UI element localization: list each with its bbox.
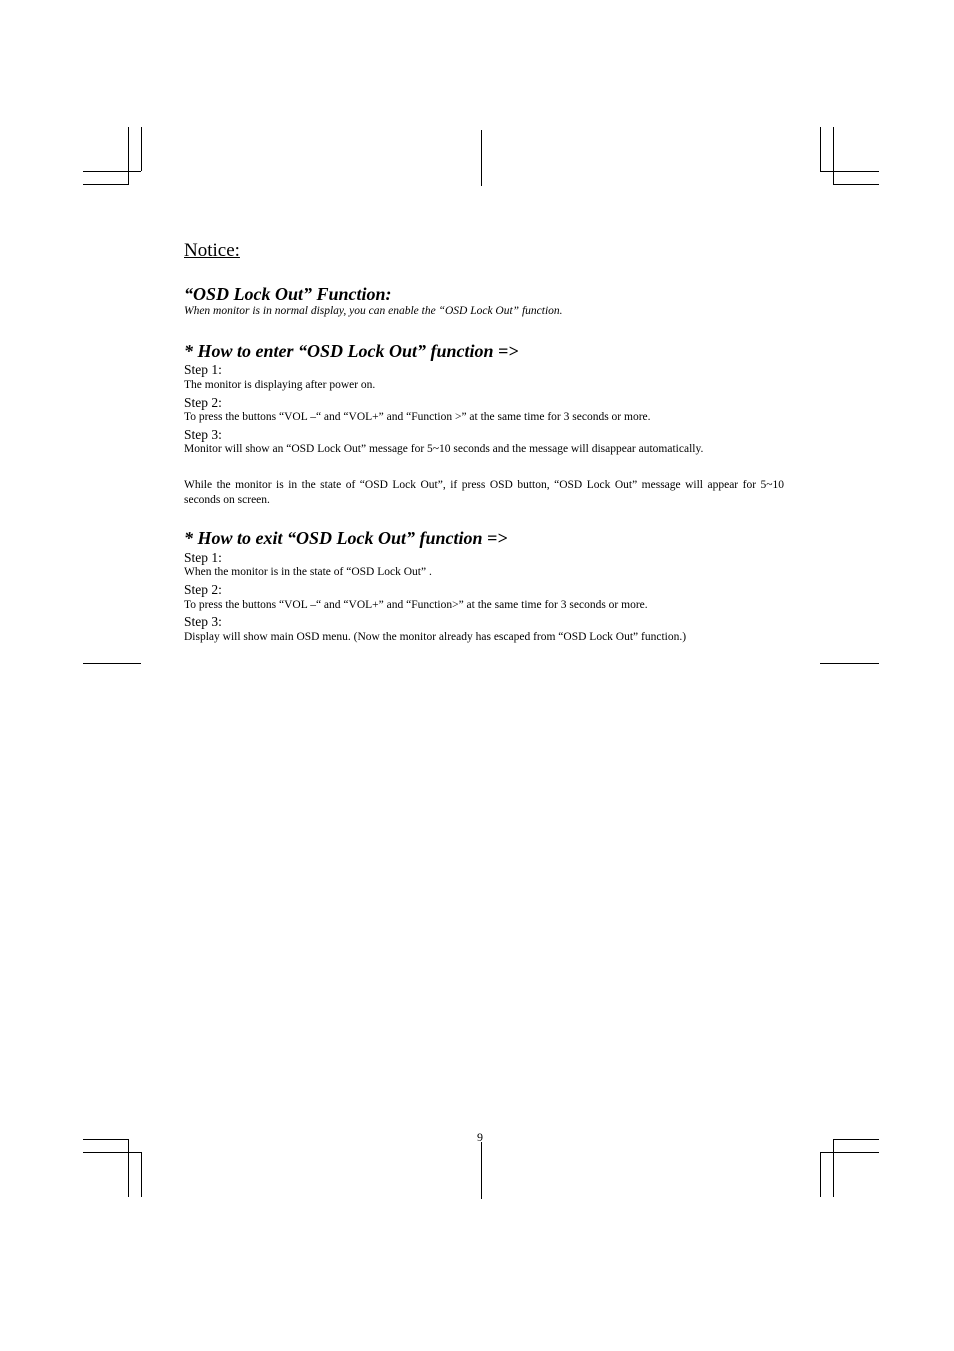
crop-mark: [820, 127, 821, 171]
crop-mark: [820, 1152, 879, 1153]
crop-mark: [820, 1152, 821, 1197]
enter-step-3-label: Step 3:: [184, 427, 222, 442]
crop-mark: [141, 127, 142, 171]
crop-mark: [833, 184, 879, 185]
page-number: 9: [477, 1130, 483, 1144]
osd-function-heading: “OSD Lock Out” Function:: [184, 284, 392, 304]
enter-step-3-text: Monitor will show an “OSD Lock Out” message for 5~10 seconds and the message will disappear automatically.: [184, 443, 704, 455]
exit-step-2-label: Step 2:: [184, 582, 222, 597]
crop-mark: [820, 663, 879, 664]
enter-step-1-label: Step 1:: [184, 362, 222, 377]
exit-section-heading: * How to exit “OSD Lock Out” function =>: [184, 528, 508, 548]
crop-mark: [820, 171, 879, 172]
exit-step-2-text: To press the buttons “VOL –“ and “VOL+” and “Function>” at the same time for 3 seconds or more.: [184, 599, 648, 611]
crop-mark: [833, 127, 834, 184]
crop-mark: [83, 1139, 129, 1140]
exit-step-1-label: Step 1:: [184, 550, 222, 565]
enter-section-heading: * How to enter “OSD Lock Out” function =>: [184, 341, 519, 361]
crop-mark: [128, 127, 129, 184]
enter-step-2-label: Step 2:: [184, 395, 222, 410]
osd-function-intro: When monitor is in normal display, you can enable the “OSD Lock Out” function.: [184, 305, 563, 317]
crop-mark: [833, 1139, 834, 1197]
crop-mark: [83, 171, 141, 172]
crop-mark: [83, 184, 129, 185]
crop-mark: [128, 1139, 129, 1197]
exit-step-3-label: Step 3:: [184, 614, 222, 629]
enter-step-2-text: To press the buttons “VOL –“ and “VOL+” and “Function >” at the same time for 3 seconds or more.: [184, 411, 651, 423]
exit-step-1-text: When the monitor is in the state of “OSD Lock Out” .: [184, 566, 432, 578]
crop-mark: [83, 663, 141, 664]
crop-mark: [481, 1142, 482, 1199]
enter-step-1-text: The monitor is displaying after power on.: [184, 379, 376, 391]
enter-section-note: While the monitor is in the state of “OSD Lock Out”, if press OSD button, “OSD Lock Out” message will appear for 5~10 seconds on screen.: [184, 479, 784, 506]
crop-mark: [481, 130, 482, 186]
exit-step-3-text: Display will show main OSD menu. (Now the monitor already has escaped from “OSD Lock Out” function.): [184, 631, 687, 643]
crop-mark: [141, 1152, 142, 1197]
notice-title: Notice:: [184, 240, 240, 261]
crop-mark: [833, 1139, 879, 1140]
crop-mark: [83, 1152, 141, 1153]
